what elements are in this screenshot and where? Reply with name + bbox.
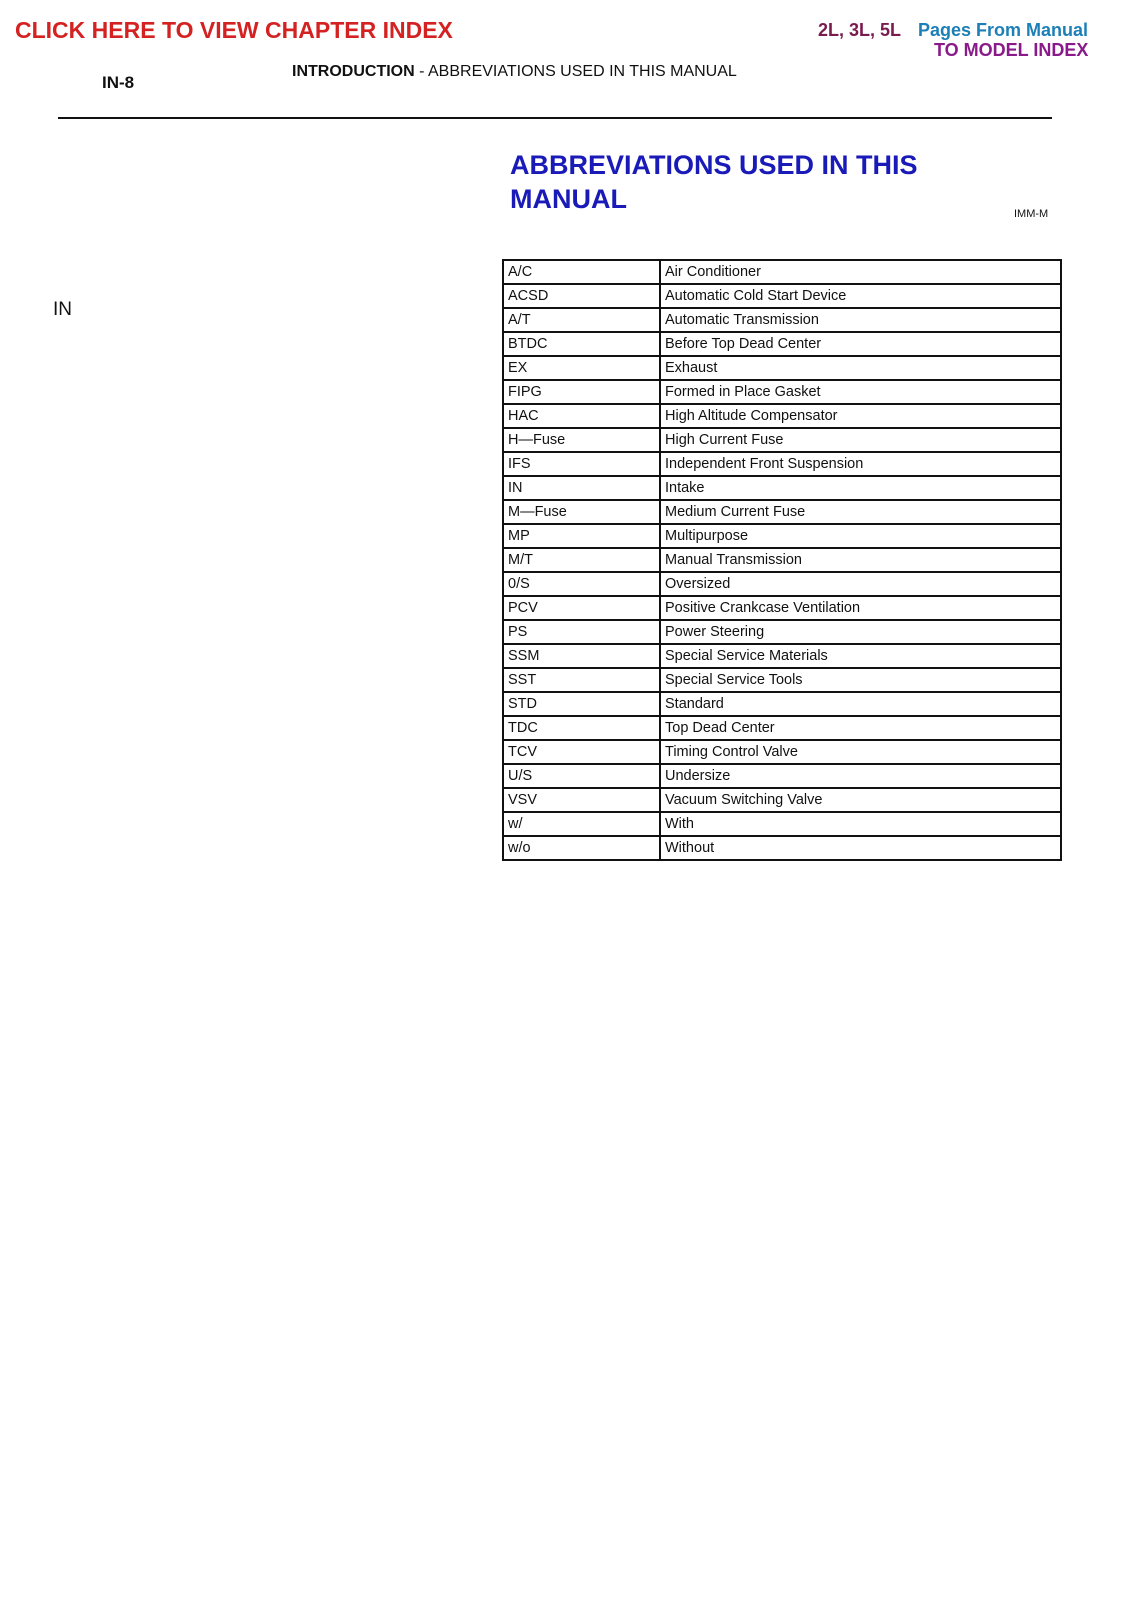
abbreviation-cell: IFS: [503, 452, 660, 476]
table-row: [503, 356, 1061, 380]
abbreviation-cell: TDC: [503, 716, 660, 740]
meaning-cell: Oversized: [660, 572, 1061, 596]
meaning-cell: Exhaust: [660, 356, 1061, 380]
table-row: [503, 524, 1061, 548]
meaning-cell: Without: [660, 836, 1061, 860]
meaning-cell: Undersize: [660, 764, 1061, 788]
meaning-cell: Air Conditioner: [660, 260, 1061, 284]
meaning-cell: Special Service Materials: [660, 644, 1061, 668]
meaning-cell: Top Dead Center: [660, 716, 1061, 740]
abbreviation-cell: ACSD: [503, 284, 660, 308]
meaning-cell: Automatic Cold Start Device: [660, 284, 1061, 308]
meaning-cell: Before Top Dead Center: [660, 332, 1061, 356]
meaning-cell: High Current Fuse: [660, 428, 1061, 452]
abbreviation-cell: STD: [503, 692, 660, 716]
document-code: IMM-M: [1014, 208, 1049, 220]
abbreviations-table: [502, 259, 1062, 861]
table-row: [503, 260, 1061, 284]
subsection-name: ABBREVIATIONS USED IN THIS MANUAL: [428, 63, 737, 80]
meaning-cell: Positive Crankcase Ventilation: [660, 596, 1061, 620]
abbreviation-cell: M/T: [503, 548, 660, 572]
meaning-cell: Intake: [660, 476, 1061, 500]
abbreviation-cell: SST: [503, 668, 660, 692]
abbreviation-cell: PS: [503, 620, 660, 644]
abbreviations-table-body: [503, 260, 1061, 860]
table-row: [503, 668, 1061, 692]
table-row: [503, 692, 1061, 716]
meaning-cell: Special Service Tools: [660, 668, 1061, 692]
table-row: [503, 572, 1061, 596]
abbreviation-cell: w/: [503, 812, 660, 836]
abbreviation-cell: 0/S: [503, 572, 660, 596]
table-row: [503, 716, 1061, 740]
table-row: [503, 428, 1061, 452]
table-row: [503, 836, 1061, 860]
abbreviation-cell: IN: [503, 476, 660, 500]
table-row: [503, 788, 1061, 812]
table-row: [503, 500, 1061, 524]
pages-from-manual-link[interactable]: Pages From Manual: [918, 20, 1089, 40]
abbreviation-cell: A/T: [503, 308, 660, 332]
abbreviation-cell: VSV: [503, 788, 660, 812]
table-row: [503, 404, 1061, 428]
meaning-cell: Vacuum Switching Valve: [660, 788, 1061, 812]
meaning-cell: High Altitude Compensator: [660, 404, 1061, 428]
abbreviation-cell: EX: [503, 356, 660, 380]
table-row: [503, 644, 1061, 668]
table-row: [503, 596, 1061, 620]
abbreviation-cell: M—Fuse: [503, 500, 660, 524]
page-number: IN-8: [102, 73, 135, 92]
meaning-cell: Standard: [660, 692, 1061, 716]
abbreviation-cell: SSM: [503, 644, 660, 668]
abbreviation-cell: H—Fuse: [503, 428, 660, 452]
meaning-cell: Manual Transmission: [660, 548, 1061, 572]
engine-models-label: 2L, 3L, 5L: [818, 20, 902, 40]
section-name: INTRODUCTION: [292, 63, 415, 80]
abbreviation-cell: w/o: [503, 836, 660, 860]
meaning-cell: Multipurpose: [660, 524, 1061, 548]
abbreviation-cell: FIPG: [503, 380, 660, 404]
meaning-cell: Independent Front Suspension: [660, 452, 1061, 476]
table-row: [503, 380, 1061, 404]
abbreviation-cell: MP: [503, 524, 660, 548]
table-row: [503, 812, 1061, 836]
meaning-cell: Medium Current Fuse: [660, 500, 1061, 524]
running-head-separator: -: [414, 63, 428, 80]
meaning-cell: Timing Control Valve: [660, 740, 1061, 764]
abbreviation-cell: BTDC: [503, 332, 660, 356]
abbreviation-cell: U/S: [503, 764, 660, 788]
table-row: [503, 764, 1061, 788]
abbreviation-cell: TCV: [503, 740, 660, 764]
abbreviation-cell: HAC: [503, 404, 660, 428]
page-title: ABBREVIATIONS USED IN THIS MANUAL: [510, 150, 918, 214]
table-row: [503, 452, 1061, 476]
abbreviation-cell: A/C: [503, 260, 660, 284]
table-row: [503, 284, 1061, 308]
table-row: [503, 548, 1061, 572]
abbreviation-cell: PCV: [503, 596, 660, 620]
meaning-cell: With: [660, 812, 1061, 836]
meaning-cell: Power Steering: [660, 620, 1061, 644]
meaning-cell: Formed in Place Gasket: [660, 380, 1061, 404]
table-row: [503, 308, 1061, 332]
header-rule: [58, 117, 1052, 119]
model-index-link[interactable]: TO MODEL INDEX: [934, 40, 1089, 60]
table-row: [503, 476, 1061, 500]
table-row: [503, 620, 1061, 644]
table-row: [503, 332, 1061, 356]
meaning-cell: Automatic Transmission: [660, 308, 1061, 332]
table-row: [503, 740, 1061, 764]
running-head: [292, 63, 737, 81]
side-tab-label: IN: [53, 299, 72, 320]
chapter-index-link[interactable]: CLICK HERE TO VIEW CHAPTER INDEX: [15, 17, 453, 43]
